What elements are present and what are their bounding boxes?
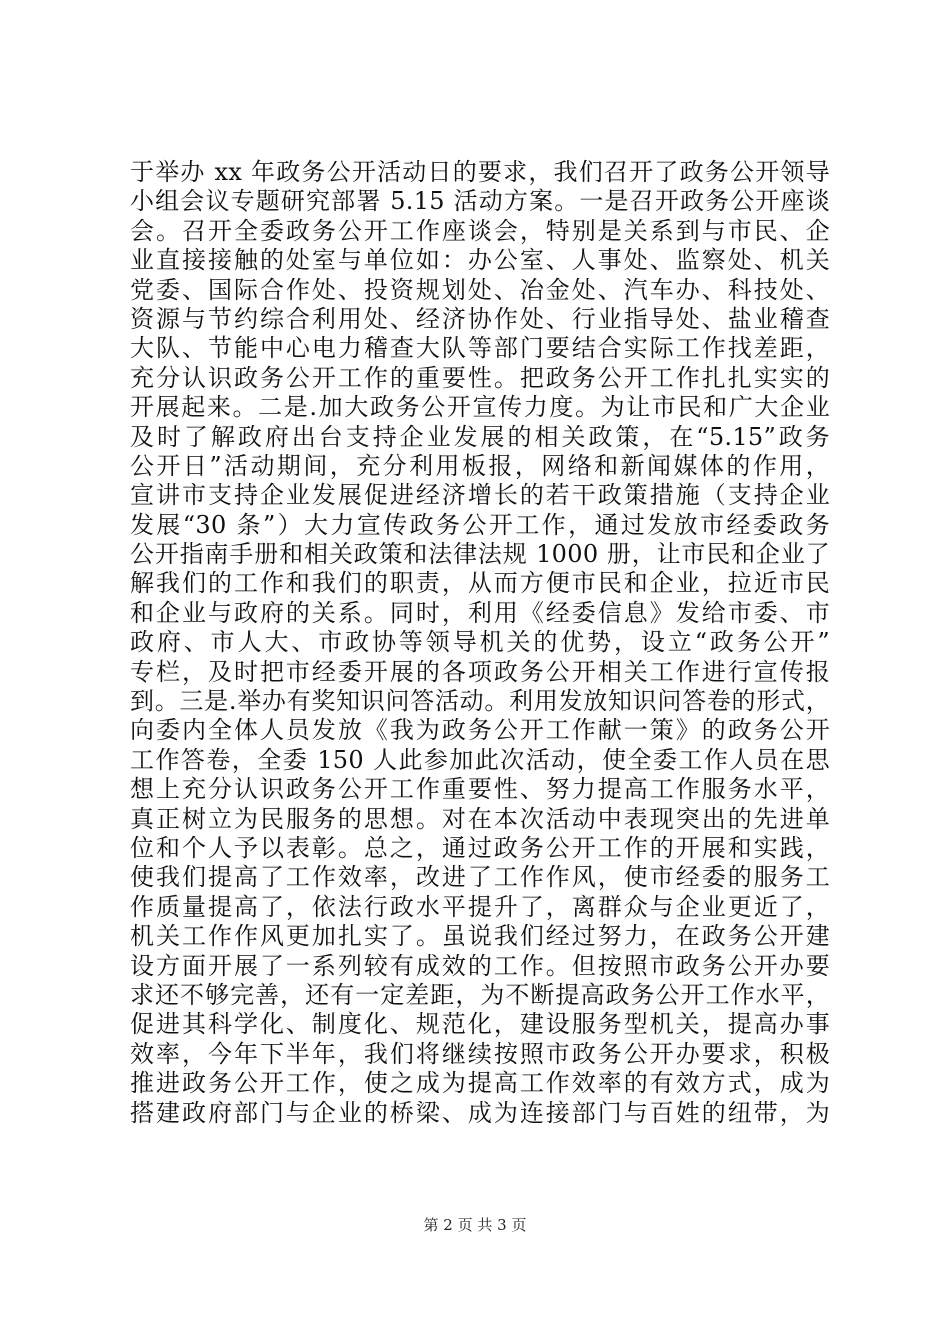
text-line: 业直接接触的处室与单位如：办公室、人事处、监察处、机关 (130, 246, 830, 275)
text-line: 小组会议专题研究部署 5.15 活动方案。一是召开政务公开座谈 (130, 187, 830, 216)
text-line: 位和个人予以表彰。总之，通过政务公开工作的开展和实践， (130, 833, 830, 862)
text-line: 会。召开全委政务公开工作座谈会，特别是关系到与市民、企 (130, 216, 830, 245)
text-line: 解我们的工作和我们的职责，从而方便市民和企业，拉近市民 (130, 569, 830, 598)
text-line: 作质量提高了，依法行政水平提升了，离群众与企业更近了， (130, 892, 830, 921)
text-line: 于举办 xx 年政务公开活动日的要求，我们召开了政务公开领导 (130, 158, 830, 186)
text-line: 开展起来。二是.加大政务公开宣传力度。为让市民和广大企业 (130, 393, 830, 422)
text-line: 专栏，及时把市经委开展的各项政务公开相关工作进行宣传报 (130, 657, 830, 686)
text-line: 党委、国际合作处、投资规划处、冶金处、汽车办、科技处、 (130, 275, 830, 304)
text-line: 向委内全体人员发放《我为政务公开工作献一策》的政务公开 (130, 716, 830, 745)
text-line: 真正树立为民服务的思想。对在本次活动中表现突出的先进单 (130, 804, 830, 833)
text-line: 公开日”活动期间，充分利用板报，网络和新闻媒体的作用， (130, 451, 830, 480)
page-number-label: 第 2 页 共 3 页 (423, 1216, 527, 1234)
text-line: 工作答卷，全委 150 人此参加此次活动，使全委工作人员在思 (130, 745, 830, 774)
text-line: 促进其科学化、制度化、规范化，建设服务型机关，提高办事 (130, 1010, 830, 1039)
text-line: 公开指南手册和相关政策和法律法规 1000 册，让市民和企业了 (130, 540, 830, 569)
body-text (130, 158, 830, 1128)
text-line: 发展“30 条”）大力宣传政务公开工作，通过发放市经委政务 (130, 510, 830, 539)
text-line: 机关工作作风更加扎实了。虽说我们经过努力，在政务公开建 (130, 922, 830, 951)
text-line: 政府、市人大、市政协等领导机关的优势，设立“政务公开” (130, 628, 830, 657)
text-line: 设方面开展了一系列较有成效的工作。但按照市政务公开办要 (130, 951, 830, 980)
text-line: 宣讲市支持企业发展促进经济增长的若干政策措施（支持企业 (130, 481, 830, 510)
text-line: 和企业与政府的关系。同时，利用《经委信息》发给市委、市 (130, 598, 830, 627)
text-line: 资源与节约综合利用处、经济协作处、行业指导处、盐业稽查 (130, 304, 830, 333)
text-line: 大队、节能中心电力稽查大队等部门要结合实际工作找差距， (130, 334, 830, 363)
text-line: 及时了解政府出台支持企业发展的相关政策，在“5.15”政务 (130, 422, 830, 451)
text-line: 搭建政府部门与企业的桥梁、成为连接部门与百姓的纽带，为 (130, 1098, 830, 1127)
text-line: 推进政务公开工作，使之成为提高工作效率的有效方式，成为 (130, 1069, 830, 1098)
text-line: 求还不够完善，还有一定差距，为不断提高政务公开工作水平， (130, 980, 830, 1009)
page-footer (0, 1214, 950, 1236)
text-line: 效率，今年下半年，我们将继续按照市政务公开办要求，积极 (130, 1039, 830, 1068)
text-line: 到。三是.举办有奖知识问答活动。利用发放知识问答卷的形式， (130, 687, 830, 716)
text-line: 充分认识政务公开工作的重要性。把政务公开工作扎扎实实的 (130, 363, 830, 392)
text-line: 使我们提高了工作效率，改进了工作作风，使市经委的服务工 (130, 863, 830, 892)
text-line: 想上充分认识政务公开工作重要性、努力提高工作服务水平， (130, 775, 830, 804)
